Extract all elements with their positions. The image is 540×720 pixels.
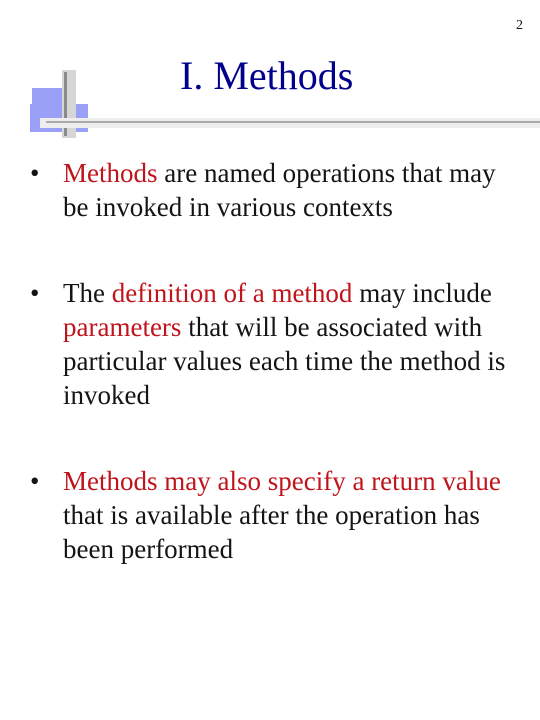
- bullet-item-2: [30, 276, 520, 412]
- bullet-text: The: [63, 278, 112, 308]
- bullet-item-1: [30, 156, 520, 224]
- bullet-text-highlight: parameters: [63, 312, 182, 342]
- bullet-text-highlight: Methods: [63, 158, 158, 188]
- page-number: 2: [516, 18, 523, 33]
- decor-horizontal-line: [46, 121, 540, 123]
- bullet-marker: •: [30, 466, 40, 496]
- bullet-text-highlight: Methods may also specify a: [63, 466, 372, 496]
- bullet-text: that will be associated with particular values each time the method is invoked: [63, 312, 506, 410]
- bullet-text: are named operations that may be invoked in various contexts: [63, 158, 496, 222]
- bullet-text-highlight: return value: [371, 466, 501, 496]
- bullet-marker: •: [30, 278, 40, 308]
- bullet-text-highlight: definition of a method: [111, 278, 353, 308]
- slide-title: I. Methods: [180, 53, 354, 98]
- bullet-text: may include: [352, 278, 492, 308]
- bullet-item-3: [30, 464, 520, 566]
- bullet-list: [30, 156, 520, 566]
- bullet-marker: •: [30, 158, 40, 188]
- bullet-text: that is available after the operation has been performed: [63, 500, 480, 564]
